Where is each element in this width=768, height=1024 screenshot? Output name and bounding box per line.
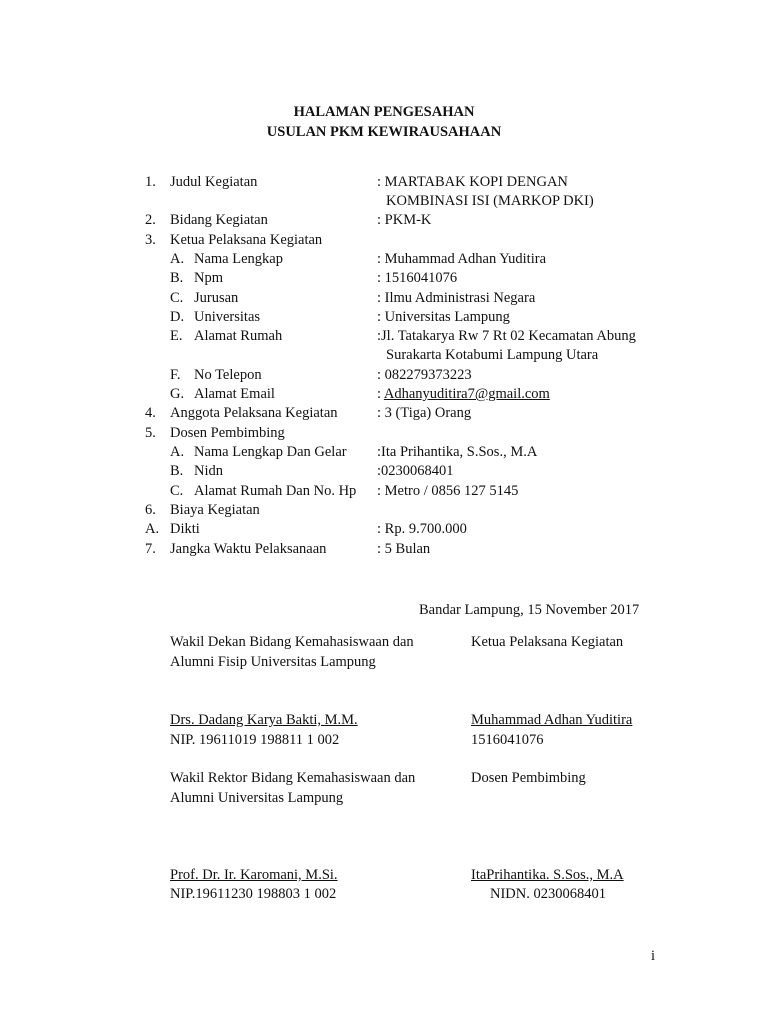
sub-item-label: No Telepon xyxy=(194,367,262,383)
sub-item-value: : 1516041076 xyxy=(377,270,458,286)
sub-item-value: Surakarta Kotabumi Lampung Utara xyxy=(386,347,599,363)
signatory-role: Dosen Pembimbing xyxy=(471,770,586,786)
sub-item-letter: A. xyxy=(170,444,185,460)
signatory-id: NIDN. 0230068401 xyxy=(490,886,606,902)
item-number: 5. xyxy=(145,425,156,441)
sub-item-value: : Ilmu Administrasi Negara xyxy=(377,290,536,306)
item-label: Ketua Pelaksana Kegiatan xyxy=(170,232,323,248)
sub-item-letter: B. xyxy=(170,463,184,479)
item-number: 7. xyxy=(145,541,156,557)
sub-item-value: :Ita Prihantika, S.Sos., M.A xyxy=(377,444,538,460)
value-colon: : xyxy=(377,386,384,402)
item-value: : PKM-K xyxy=(377,212,432,228)
item-number: 6. xyxy=(145,502,156,518)
place-date: Bandar Lampung, 15 November 2017 xyxy=(419,602,640,618)
signatory-role: Wakil Rektor Bidang Kemahasiswaan dan xyxy=(170,770,416,786)
sub-item-letter: A. xyxy=(145,521,160,537)
item-label: Dosen Pembimbing xyxy=(170,425,285,441)
signatory-name: ItaPrihantika. S.Sos., M.A xyxy=(471,867,624,883)
sub-item-value: : Universitas Lampung xyxy=(377,309,510,325)
item-value: : MARTABAK KOPI DENGAN xyxy=(377,174,568,190)
sub-item-label: Nidn xyxy=(194,463,223,479)
sub-item-value: : Rp. 9.700.000 xyxy=(377,521,467,537)
item-value: KOMBINASI ISI (MARKOP DKI) xyxy=(386,193,594,209)
sub-item-letter: F. xyxy=(170,367,181,383)
item-number: 2. xyxy=(145,212,156,228)
item-value: : 5 Bulan xyxy=(377,541,431,557)
sub-item-value: :0230068401 xyxy=(377,463,454,479)
sub-item-label: Universitas xyxy=(194,309,261,325)
signatory-role: Alumni Fisip Universitas Lampung xyxy=(170,654,376,670)
sub-item-label: Nama Lengkap Dan Gelar xyxy=(194,444,347,460)
item-number: 3. xyxy=(145,232,156,248)
signatory-name: Prof. Dr. Ir. Karomani, M.Si. xyxy=(170,867,338,883)
sub-item-letter: D. xyxy=(170,309,185,325)
item-value: : 3 (Tiga) Orang xyxy=(377,405,472,421)
sub-item-label: Alamat Rumah Dan No. Hp xyxy=(194,483,357,499)
signatory-id: 1516041076 xyxy=(471,732,544,748)
page-subtitle: USULAN PKM KEWIRAUSAHAAN xyxy=(266,124,502,140)
sub-item-label: Alamat Rumah xyxy=(194,328,283,344)
sub-item-label: Nama Lengkap xyxy=(194,251,283,267)
item-label: Judul Kegiatan xyxy=(170,174,258,190)
sub-item-value: :Jl. Tatakarya Rw 7 Rt 02 Kecamatan Abung xyxy=(377,328,636,344)
signatory-role: Wakil Dekan Bidang Kemahasiswaan dan xyxy=(170,634,414,650)
signatory-id: NIP.19611230 198803 1 002 xyxy=(170,886,337,902)
sub-item-letter: E. xyxy=(170,328,183,344)
email-link[interactable]: Adhanyuditira7@gmail.com xyxy=(383,386,550,402)
sub-item-value: : Muhammad Adhan Yuditira xyxy=(377,251,547,267)
item-label: Bidang Kegiatan xyxy=(170,212,268,228)
sub-item-value: : Metro / 0856 127 5145 xyxy=(377,483,519,499)
item-label: Anggota Pelaksana Kegiatan xyxy=(170,405,338,421)
sub-item-label: Alamat Email xyxy=(194,386,275,402)
sub-item-letter: G. xyxy=(170,386,185,402)
signatory-role: Ketua Pelaksana Kegiatan xyxy=(471,634,624,650)
signatory-name: Drs. Dadang Karya Bakti, M.M. xyxy=(170,712,358,728)
page-number: i xyxy=(651,948,656,964)
sub-item-letter: C. xyxy=(170,290,184,306)
sub-item-letter: A. xyxy=(170,251,185,267)
sub-item-letter: B. xyxy=(170,270,184,286)
page-title: HALAMAN PENGESAHAN xyxy=(293,104,475,120)
sub-item-letter: C. xyxy=(170,483,184,499)
sub-item-value: : 082279373223 xyxy=(377,367,472,383)
sub-item-label: Npm xyxy=(194,270,223,286)
item-number: 4. xyxy=(145,405,156,421)
signatory-id: NIP. 19611019 198811 1 002 xyxy=(170,732,340,748)
item-label: Biaya Kegiatan xyxy=(170,502,260,518)
item-number: 1. xyxy=(145,174,156,190)
signatory-name: Muhammad Adhan Yuditira xyxy=(471,712,633,728)
item-label: Jangka Waktu Pelaksanaan xyxy=(170,541,327,557)
signatory-role: Alumni Universitas Lampung xyxy=(170,790,344,806)
sub-item-label: Jurusan xyxy=(194,290,239,306)
sub-item-label: Dikti xyxy=(170,521,200,537)
sub-item-value xyxy=(377,385,550,404)
